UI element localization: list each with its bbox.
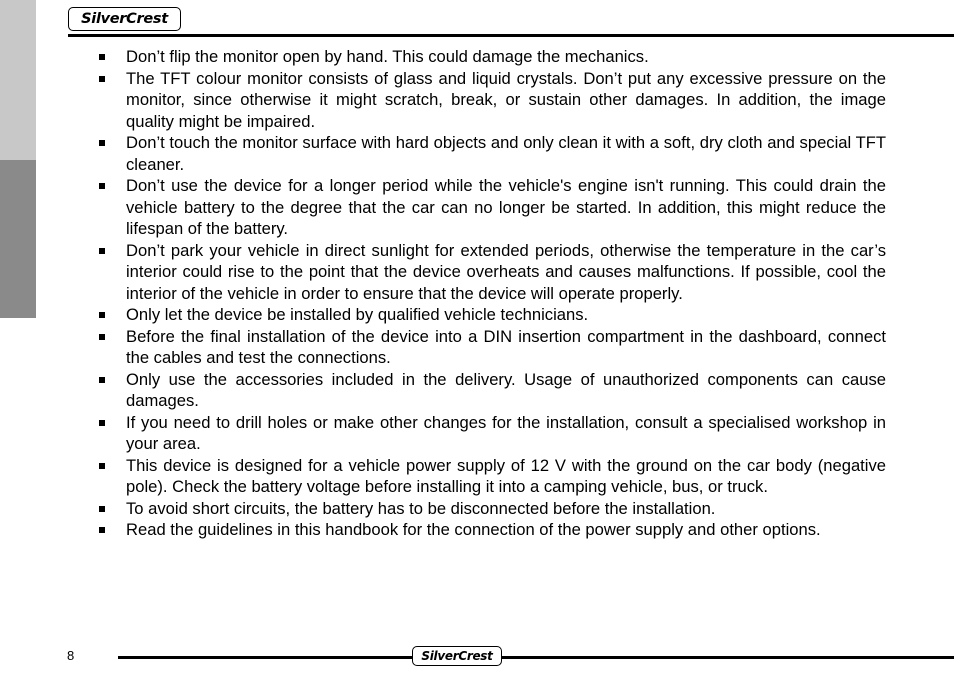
list-item	[96, 304, 886, 326]
list-item-text: Don’t use the device for a longer period while the vehicle's engine isn't running. This could drain the vehicle battery to the degree that the car can no longer be started. In addition, this might reduce the lifespan of the battery.	[126, 176, 886, 238]
list-item	[96, 175, 886, 240]
header-logo: SilverCrest	[68, 7, 181, 31]
list-item	[96, 455, 886, 498]
list-item	[96, 412, 886, 455]
list-item	[96, 132, 886, 175]
list-item-text: Don’t park your vehicle in direct sunlight for extended periods, otherwise the temperature in the car’s interior could rise to the point that the device overheats and causes malfunctions. If possible, cool the interior of the vehicle in order to ensure that the device will operate properly.	[126, 240, 886, 303]
bullet-square-icon	[99, 248, 105, 254]
list-item-text: Before the final installation of the device into a DIN insertion compartment in the dashboard, connect the cables and test the connections.	[126, 326, 886, 367]
bullet-square-icon	[99, 420, 105, 426]
list-item	[96, 326, 886, 369]
list-item	[96, 498, 886, 520]
bullet-square-icon	[99, 76, 105, 82]
side-tab-lower	[0, 160, 36, 318]
list-item-text: To avoid short circuits, the battery has to be disconnected before the installation.	[126, 498, 716, 518]
list-item-text: Don’t flip the monitor open by hand. This could damage the mechanics.	[126, 47, 649, 66]
list-item	[96, 519, 886, 541]
list-item-text: If you need to drill holes or make other changes for the installation, consult a specialised workshop in your area.	[126, 412, 886, 453]
list-item-text: Only let the device be installed by qualified vehicle technicians.	[126, 305, 589, 324]
bullet-square-icon	[99, 54, 105, 60]
bullet-square-icon	[99, 140, 105, 146]
bullet-square-icon	[99, 527, 105, 533]
bullet-square-icon	[99, 463, 105, 469]
bullet-square-icon	[99, 334, 105, 340]
bullet-square-icon	[99, 183, 105, 189]
list-item-text: The TFT colour monitor consists of glass and liquid crystals. Don’t put any excessive pressure on the monitor, since otherwise it might scratch, break, or sustain other damages. In addition, the image quality might be impaired.	[126, 68, 886, 131]
page-content	[96, 46, 886, 541]
header-rule	[68, 34, 954, 37]
bullet-square-icon	[99, 506, 105, 512]
footer-rule	[118, 656, 954, 659]
footer-logo: SilverCrest	[412, 646, 502, 666]
bullet-square-icon	[99, 312, 105, 318]
list-item	[96, 240, 886, 305]
page-number: 8	[67, 648, 75, 663]
side-tab-upper	[0, 0, 36, 160]
safety-bullet-list	[96, 46, 886, 541]
list-item-text: Read the guidelines in this handbook for the connection of the power supply and other options.	[126, 520, 821, 539]
list-item	[96, 68, 886, 133]
list-item-text: Don’t touch the monitor surface with hard objects and only clean it with a soft, dry cloth and special TFT cleaner.	[126, 133, 886, 174]
list-item-text: This device is designed for a vehicle power supply of 12 V with the ground on the car body (negative pole). Check the battery voltage before installing it into a camping vehicle, bus, or truck.	[126, 455, 886, 496]
list-item	[96, 46, 886, 68]
list-item	[96, 369, 886, 412]
bullet-square-icon	[99, 377, 105, 383]
list-item-text: Only use the accessories included in the delivery. Usage of unauthorized components can cause damages.	[126, 369, 886, 410]
